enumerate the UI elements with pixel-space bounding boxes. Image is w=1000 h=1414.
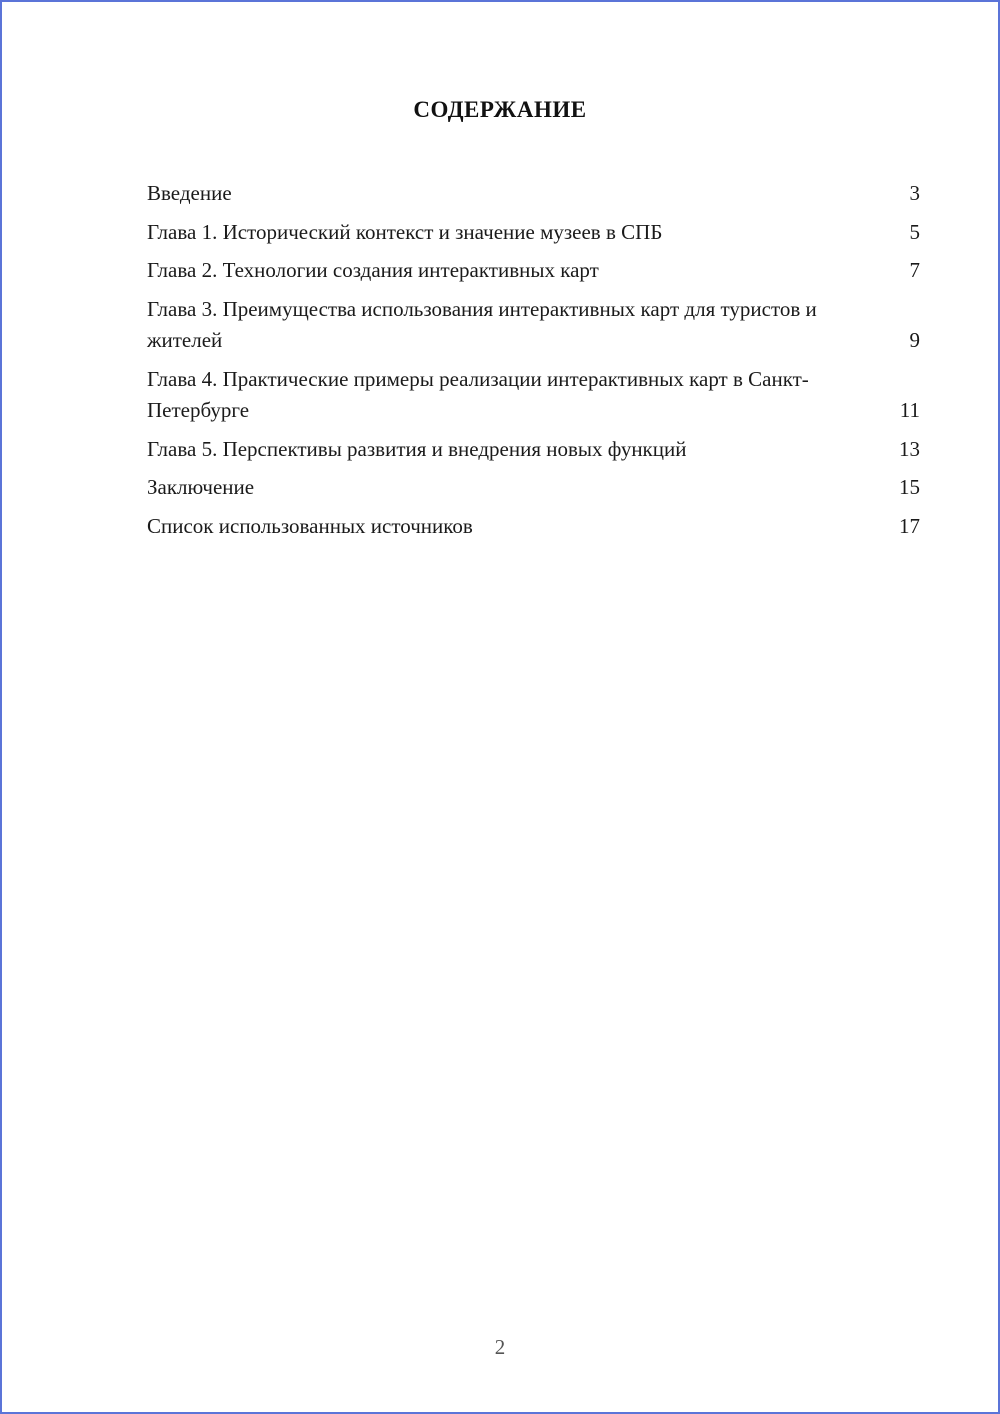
toc-entry: [147, 178, 920, 210]
toc-entry-label: Глава 5. Перспективы развития и внедрения новых функций: [147, 436, 687, 461]
toc-entry-label: Введение: [147, 181, 232, 205]
toc-entry: [147, 472, 920, 504]
toc-entry-page-number: 3: [909, 181, 920, 205]
footer-page-number: 2: [494, 1335, 506, 1359]
toc-entry-page-number: 7: [909, 258, 920, 282]
toc-entry-page-number: 5: [909, 219, 920, 244]
toc-entry-label: Заключение: [147, 475, 255, 499]
toc-entry-page-number: 17: [899, 513, 920, 538]
toc-entry-label: Глава 4. Практические примеры реализации интерактивных карт в Санкт-Петербурге: [147, 366, 809, 422]
toc-entry: [147, 511, 920, 543]
toc-entry: [147, 364, 920, 427]
toc-entry-label: Глава 1. Исторический контекст и значение музеев в СПБ: [147, 219, 663, 244]
toc-entry-label: Список использованных источников: [147, 513, 473, 538]
toc-entry-page-number: 15: [899, 475, 920, 499]
toc-entry: [147, 294, 920, 357]
toc-entry: [147, 434, 920, 466]
page-title: СОДЕРЖАНИЕ: [413, 97, 587, 122]
toc-entry-page-number: 9: [909, 328, 920, 352]
toc-entry-page-number: 11: [899, 398, 920, 422]
toc-entry-label: Глава 2. Технологии создания интерактивных карт: [147, 258, 599, 282]
toc-entry: [147, 255, 920, 287]
toc-entry: [147, 217, 920, 249]
toc-entry-label: Глава 3. Преимущества использования интерактивных карт для туристов и жителей: [147, 296, 817, 352]
table-of-contents: [2, 178, 998, 542]
toc-entry-page-number: 13: [899, 436, 920, 461]
